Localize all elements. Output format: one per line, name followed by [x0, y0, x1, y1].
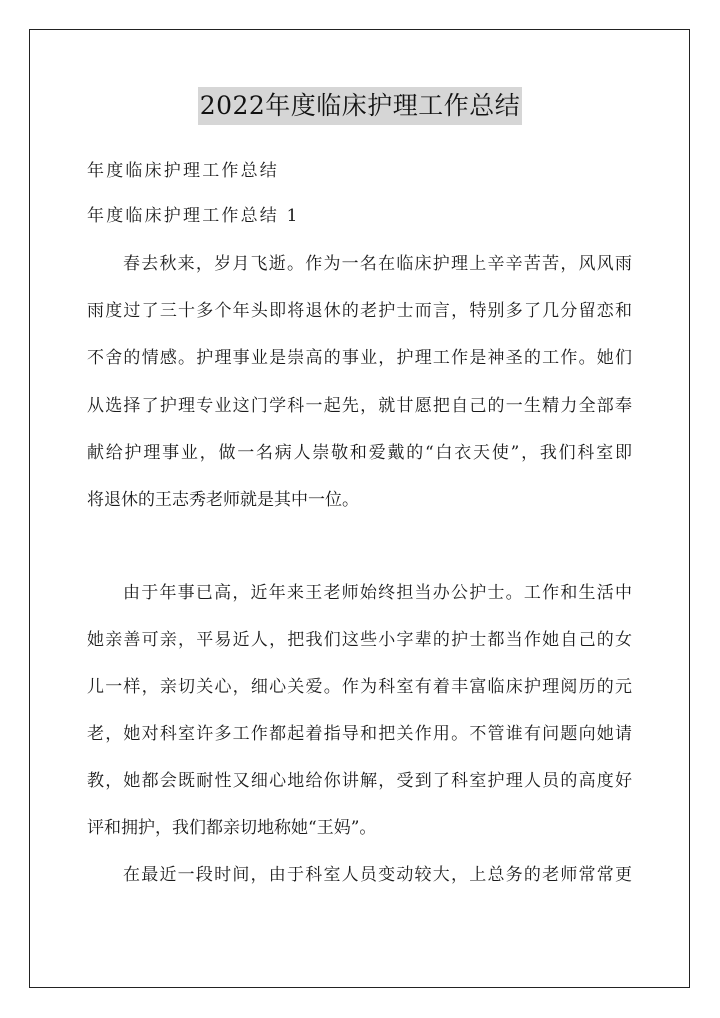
paragraph-1-line-5: 献给护理事业，做一名病人崇敬和爱戴的“白衣天使”，我们科室即 [87, 443, 632, 463]
paragraph-2-line-1: 由于年事已高，近年来王老师始终担当办公护士。工作和生活中 [123, 583, 632, 603]
title-container [0, 87, 720, 125]
paragraph-2-line-4: 老，她对科室许多工作都起着指导和把关作用。不管谁有问题向她请 [87, 724, 632, 744]
paragraph-2-line-2: 她亲善可亲，平易近人，把我们这些小字辈的护士都当作她自己的女 [87, 630, 632, 650]
paragraph-1-line-1: 春去秋来，岁月飞逝。作为一名在临床护理上辛辛苦苦，风风雨 [123, 254, 632, 274]
paragraph-1-line-3: 不舍的情感。护理事业是崇高的事业，护理工作是神圣的工作。她们 [87, 348, 632, 368]
paragraph-1-line-6: 将退休的王志秀老师就是其中一位。 [87, 490, 359, 510]
paragraph-2-line-5: 教，她都会既耐性又细心地给你讲解，受到了科室护理人员的高度好 [87, 771, 632, 791]
paragraph-1-line-4: 从选择了护理专业这门学科一起先，就甘愿把自己的一生精力全部奉 [87, 396, 632, 416]
paragraph-2-line-3: 儿一样，亲切关心，细心关爱。作为科室有着丰富临床护理阅历的元 [87, 677, 632, 697]
section-heading: 年度临床护理工作总结 1 [87, 206, 300, 226]
paragraph-2-line-6: 评和拥护，我们都亲切地称她“王妈”。 [87, 818, 377, 838]
paragraph-1-line-2: 雨度过了三十多个年头即将退休的老护士而言，特别多了几分留恋和 [87, 301, 632, 321]
subtitle-line: 年度临床护理工作总结 [87, 161, 279, 181]
document-title: 2022年度临床护理工作总结 [198, 87, 523, 125]
paragraph-3-line-1: 在最近一段时间，由于科室人员变动较大，上总务的老师常常更 [123, 865, 632, 885]
